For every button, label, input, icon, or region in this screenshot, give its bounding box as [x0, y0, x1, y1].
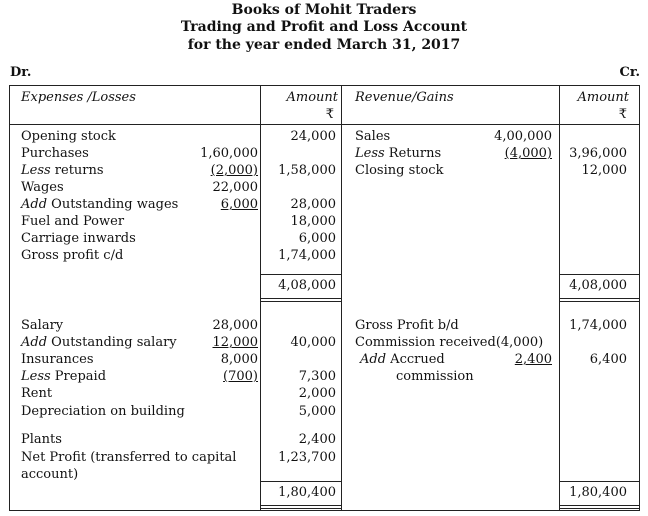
fuel-power-label: Fuel and Power [21, 214, 125, 229]
wages-amount: 28,000 [290, 197, 336, 212]
carriage-amount: 6,000 [298, 231, 336, 246]
prepaid-inner: (700) [223, 369, 258, 384]
currency-right: ₹ [618, 107, 627, 122]
net-profit-label-2: account) [21, 467, 79, 482]
sales-inner: 4,00,000 [494, 129, 552, 144]
purchases-label: Purchases [21, 146, 89, 161]
depreciation-label: Depreciation on building [21, 404, 185, 419]
opening-stock-amount: 24,000 [290, 129, 336, 144]
commission-text: Commission received [355, 335, 496, 350]
sales-returns-inner: (4,000) [504, 146, 552, 161]
gross-profit-bd-amount: 1,74,000 [569, 318, 627, 333]
outstanding-wages-inner: 6,000 [220, 197, 258, 212]
plants-label: Plants [21, 432, 62, 447]
gross-profit-cd-label: Gross profit c/d [21, 248, 124, 263]
accrued-text: Accrued [386, 352, 445, 367]
outstanding-salary-text: Outstanding salary [47, 335, 177, 350]
prepaid-text: Prepaid [50, 369, 107, 384]
trading-debit-total: 4,08,000 [278, 278, 336, 293]
pl-credit-total: 1,80,400 [569, 485, 627, 500]
purchases-inner: 1,60,000 [200, 146, 258, 161]
less-prefix: Less [21, 369, 51, 384]
trading-credit-total: 4,08,000 [569, 278, 627, 293]
less-prepaid-label [21, 368, 106, 385]
commission-label [355, 334, 543, 351]
period-title: for the year ended March 31, 2017 [187, 37, 461, 53]
less-returns-inner: (2,000) [210, 163, 258, 178]
salary-amount: 40,000 [290, 335, 336, 350]
net-profit-label-1: Net Profit (transferred to capital [21, 450, 237, 465]
salary-label: Salary [21, 318, 64, 333]
sales-returns-text: Returns [384, 146, 442, 161]
rent-label: Rent [21, 386, 53, 401]
col-revenue: Revenue/Gains [355, 90, 454, 105]
outstanding-salary-label [21, 334, 177, 351]
commission-word: commission [396, 369, 474, 384]
depreciation-amount: 5,000 [298, 404, 336, 419]
salary-inner: 28,000 [212, 318, 258, 333]
insurances-inner: 8,000 [220, 352, 258, 367]
fuel-power-amount: 18,000 [290, 214, 336, 229]
outstanding-salary-inner: 12,000 [212, 335, 258, 350]
account-title: Trading and Profit and Loss Account [180, 19, 468, 35]
closing-stock-amount: 12,000 [581, 163, 627, 178]
net-profit-amount: 1,23,700 [278, 450, 336, 465]
less-returns-label [21, 162, 104, 179]
closing-stock-label: Closing stock [355, 163, 444, 178]
net-sales-amount: 3,96,000 [569, 146, 627, 161]
less-prefix: Less [355, 146, 385, 161]
wages-inner: 22,000 [212, 180, 258, 195]
add-prefix: Add [21, 197, 48, 212]
carriage-label: Carriage inwards [21, 231, 136, 246]
wages-label: Wages [21, 180, 64, 195]
add-prefix: Add [360, 352, 387, 367]
rent-amount: 2,000 [298, 386, 336, 401]
col-expenses: Expenses /Losses [21, 90, 136, 105]
add-accrued-label [360, 351, 445, 368]
sales-returns-label [355, 145, 441, 162]
gross-profit-cd-amount: 1,74,000 [278, 248, 336, 263]
accrued-inner: 2,400 [514, 352, 552, 367]
dr-label: Dr. [10, 65, 32, 80]
net-purchases-amount: 1,58,000 [278, 163, 336, 178]
pl-debit-total: 1,80,400 [278, 485, 336, 500]
add-prefix: Add [21, 335, 48, 350]
commission-inner: (4,000) [495, 335, 544, 350]
sales-label: Sales [355, 129, 391, 144]
col-amount-right: Amount [577, 90, 629, 105]
insurances-label: Insurances [21, 352, 94, 367]
insurance-amount: 7,300 [298, 369, 336, 384]
col-amount-left: Amount [286, 90, 338, 105]
add-outstanding-wages-label [21, 196, 178, 213]
outstanding-wages-text: Outstanding wages [47, 197, 179, 212]
currency-left: ₹ [325, 107, 334, 122]
cr-label: Cr. [619, 65, 640, 80]
book-title: Books of Mohit Traders [231, 2, 417, 18]
opening-stock-label: Opening stock [21, 129, 116, 144]
less-prefix: Less [21, 163, 51, 178]
less-returns-text: returns [50, 163, 104, 178]
gross-profit-bd-label: Gross Profit b/d [355, 318, 459, 333]
commission-amount: 6,400 [589, 352, 627, 367]
plants-amount: 2,400 [298, 432, 336, 447]
